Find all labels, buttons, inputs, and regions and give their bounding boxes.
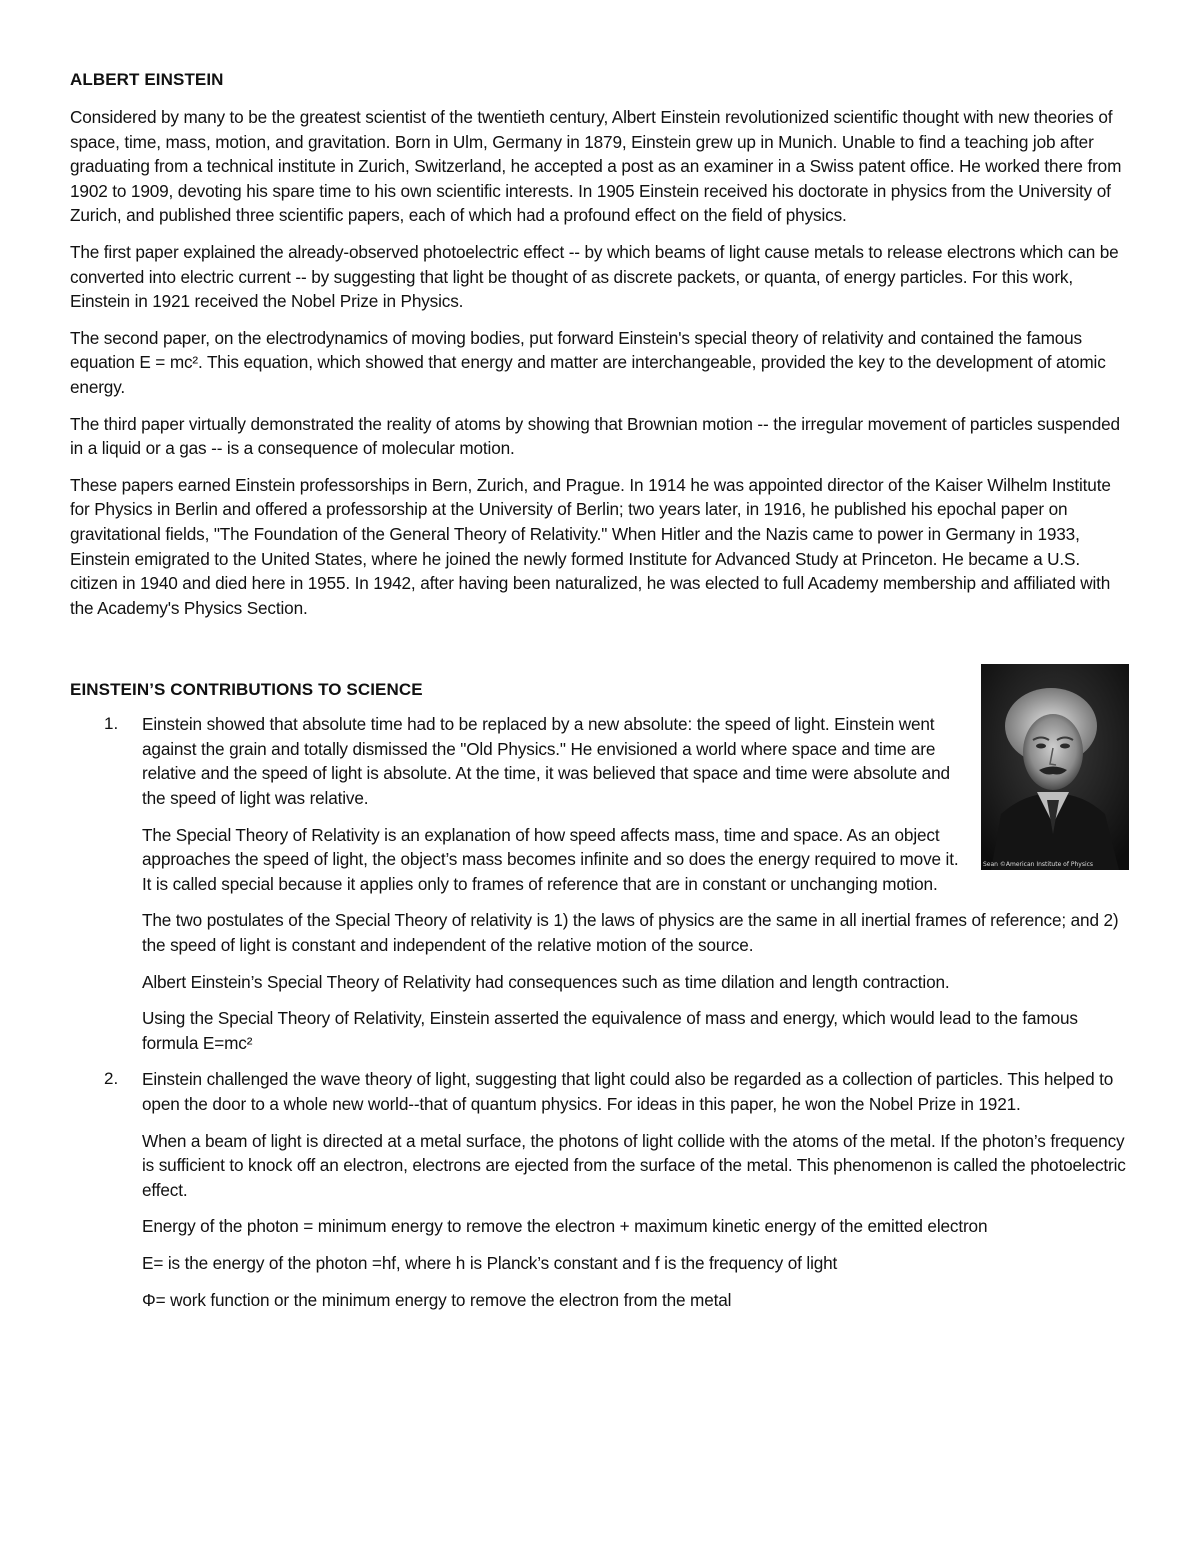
list-item [70, 712, 1132, 1055]
list-paragraph: Einstein showed that absolute time had to be replaced by a new absolute: the speed of light. Einstein went against the grain and totally dismissed the "Old Physics." He envisioned a world where space and time are relative and the speed of light is absolute. At the time, it was believed that space and time were absolute and the speed of light was relative. [142, 714, 950, 809]
list-paragraph: Albert Einstein’s Special Theory of Relativity had consequences such as time dilation and length contraction. [142, 971, 950, 992]
list-paragraph: Φ= work function or the minimum energy to remove the electron from the metal [142, 1289, 732, 1310]
list-paragraph: E= is the energy of the photon =hf, where h is Planck’s constant and f is the frequency of light [142, 1252, 838, 1273]
list-paragraph: When a beam of light is directed at a metal surface, the photons of light collide with the atoms of the metal. If the photon’s frequency is sufficient to knock off an electron, electrons are ejected from the surface of the metal. This phenomenon is called the photoelectric effect. [142, 1130, 1126, 1200]
intro-paragraph-1: Considered by many to be the greatest scientist of the twentieth century, Albert Einstein revolutionized scientific thought with new theories of space, time, mass, motion, and gravitation. Born in Ulm, Germany in 1879, Einstein grew up in Munich. Unable to find a teaching job after graduating from a technical institute in Zurich, Switzerland, he accepted a post as an examiner in a Swiss patent office. He worked there from 1902 to 1909, devoting his spare time to his own scientific interests. In 1905 Einstein received his doctorate in physics from the University of Zurich, and published three scientific papers, each of which had a profound effect on the field of physics. [70, 107, 1122, 226]
page-title: ALBERT EINSTEIN [70, 70, 224, 89]
intro-paragraph-3: The second paper, on the electrodynamics of moving bodies, put forward Einstein's special theory of relativity and contained the famous equation E = mc². This equation, which showed that energy and matter are interchangeable, provided the key to the development of atomic energy. [70, 327, 1106, 397]
list-paragraph: Einstein challenged the wave theory of light, suggesting that light could also be regarded as a collection of particles. This helped to open the door to a whole new world--that of quantum physics. For ideas in this paper, he won the Nobel Prize in 1921. [142, 1069, 1114, 1114]
photo-credit: Sean ©American Institute of Physics [983, 861, 1094, 869]
list-paragraph: The Special Theory of Relativity is an explanation of how speed affects mass, time and space. As an object approaches the speed of light, the object’s mass becomes infinite and so does the energy required to move it. It is called special because it applies only to frames of reference that are in constant or unchanging motion. [142, 824, 959, 894]
list-item [70, 1067, 1132, 1312]
contributions-section [70, 676, 1132, 1312]
contributions-list [70, 712, 1132, 1312]
document-page [70, 70, 1132, 1324]
list-paragraph: The two postulates of the Special Theory of relativity is 1) the laws of physics are the same in all inertial frames of reference; and 2) the speed of light is constant and independent of the relative motion of the source. [142, 910, 1119, 956]
list-number: 2. [104, 1069, 119, 1089]
list-paragraph: Using the Special Theory of Relativity, Einstein asserted the equivalence of mass and energy, which would lead to the famous formula E=mc² [142, 1008, 1078, 1053]
intro-paragraph-4: The third paper virtually demonstrated the reality of atoms by showing that Brownian motion -- the irregular movement of particles suspended in a liquid or a gas -- is a consequence of molecular motion. [70, 413, 1120, 459]
list-paragraph: Energy of the photon = minimum energy to remove the electron + maximum kinetic energy of the emitted electron [142, 1216, 988, 1237]
intro-paragraph-5: These papers earned Einstein professorships in Bern, Zurich, and Prague. In 1914 he was appointed director of the Kaiser Wilhelm Institute for Physics in Berlin and offered a professorship at the University of Berlin; two years later, in 1916, he published his epochal paper on gravitational fields, "The Foundation of the General Theory of Relativity." When Hitler and the Nazis came to power in Germany in 1933, Einstein emigrated to the United States, where he joined the newly formed Institute for Advanced Study at Princeton. He became a U.S. citizen in 1940 and died here in 1955. In 1942, after having been naturalized, he was elected to full Academy membership and affiliated with the Academy's Physics Section. [70, 474, 1111, 618]
section-heading: EINSTEIN’S CONTRIBUTIONS TO SCIENCE [70, 680, 423, 700]
intro-paragraph-2: The first paper explained the already-observed photoelectric effect -- by which beams of light cause metals to release electrons which can be converted into electric current -- by suggesting that light be thought of as discrete packets, or quanta, of energy particles. For this work, Einstein in 1921 received the Nobel Prize in Physics. [70, 241, 1119, 312]
section-spacer [70, 632, 1132, 676]
list-number: 1. [104, 714, 119, 734]
